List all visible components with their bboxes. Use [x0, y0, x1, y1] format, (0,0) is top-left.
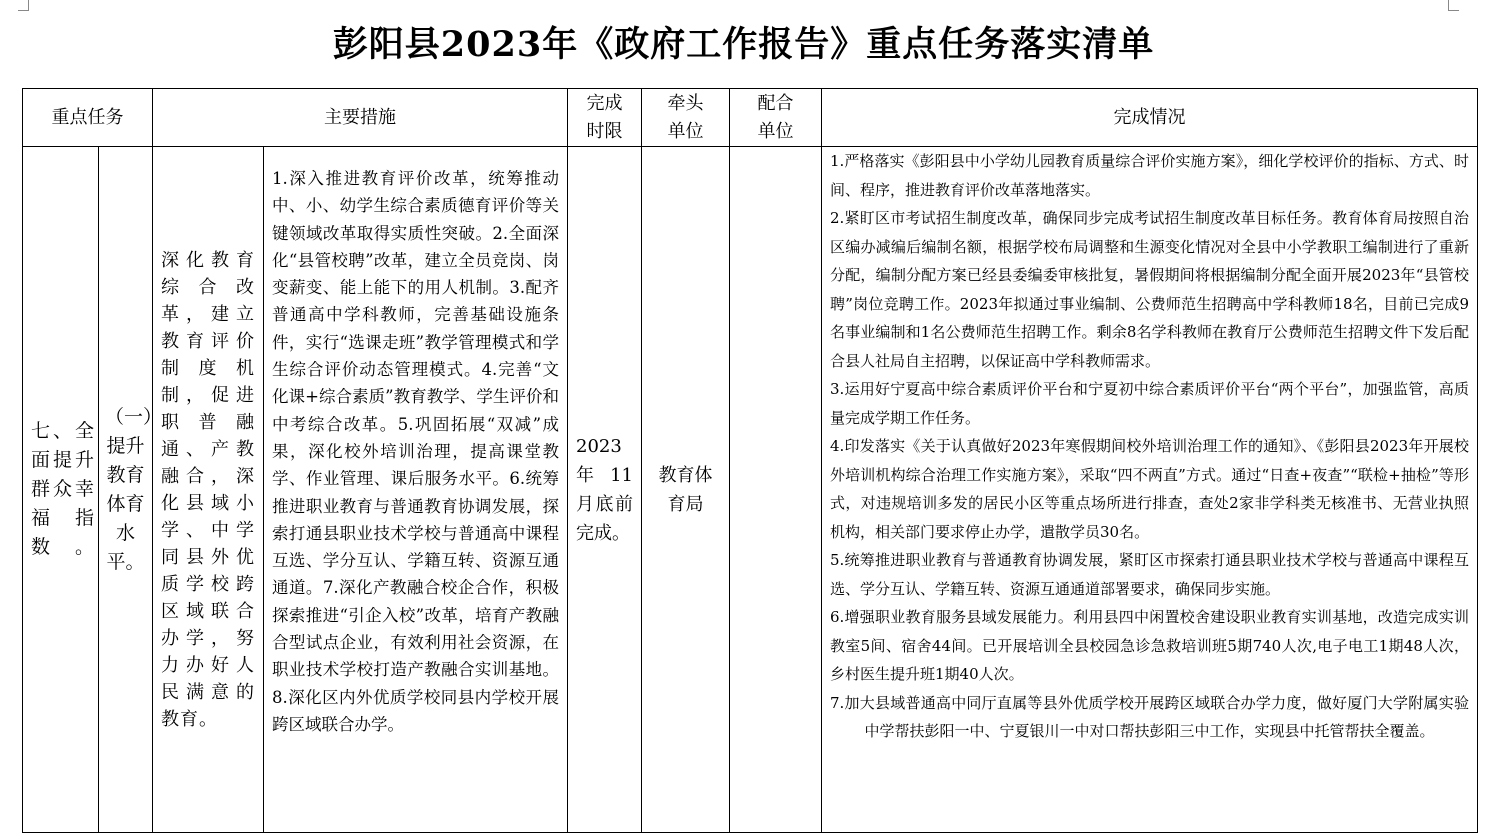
- document-title: 彭阳县2023年《政府工作报告》重点任务落实清单: [332, 24, 1155, 65]
- status-item: 6.增强职业教育服务县域发展能力。利用县四中闲置校舍建设职业教育实训基地，改造完成实训教室5间、宿舍44间。已开展培训全县校园急诊急救培训班5期740人次,电子电工1期48人次，乡村医生提升班1期40人次。: [830, 608, 1469, 683]
- status-item: 7.加大县域普通高中同厅直属等县外优质学校开展跨区域联合办学力度，做好厦门大学附属实验中学帮扶彭阳一中、宁夏银川一中对口帮扶彭阳三中工作，实现县中托管帮扶全覆盖。: [830, 693, 1469, 740]
- task-table: [22, 88, 1478, 833]
- status-item: 2.紧盯区市考试招生制度改革，确保同步完成考试招生制度改革目标任务。教育体育局按照自治区编办减编后编制名额，根据学校布局调整和生源变化情况对全县中小学教职工编制进行了重新分配，编制分配方案已经县委编委审核批复，暑假期间将根据编制分配全面开展2023年“县管校聘”岗位竞聘工作。2023年拟通过事业编制、公费师范生招聘高中学科教师18名，目前已完成9名事业编制和1名公费师范生招聘工作。剩余8名学科教师在教育厅公费师范生招聘文件下发后配合县人社局自主招聘，以保证高中学科教师需求。: [830, 209, 1469, 370]
- status-item: 5.统筹推进职业教育与普通教育协调发展，紧盯区市探索打通县职业技术学校与普通高中课程互选、学分互认、学籍互转、资源互通通道部署要求，确保同步实施。: [830, 551, 1469, 598]
- header-measures: 主要措施: [153, 89, 568, 147]
- page-corner-mark: [18, 0, 29, 11]
- header-status: 完成情况: [822, 89, 1478, 147]
- header-lead-unit: 牵头单位: [642, 89, 730, 147]
- status-item: 3.运用好宁夏高中综合素质评价平台和宁夏初中综合素质评价平台“两个平台”，加强监管，高质量完成学期工作任务。: [830, 380, 1469, 427]
- measures-cell: 1.深入推进教育评价改革，统筹推动中、小、幼学生综合素质德育评价等关键领域改革取得实质性突破。2.全面深化“县管校聘”改革，建立全员竞岗、岗变薪变、能上能下的用人机制。3.配齐普通高中学科教师，完善基础设施条件，实行“选课走班”教学管理模式和学生综合评价动态管理模式。4.完善“文化课+综合素质”教育教学、学生评价和中考综合改革。5.巩固拓展“双减”成果，深化校外培训治理，提高课堂教学、作业管理、课后服务水平。6.统筹推进职业教育与普通教育协调发展，探索打通县职业技术学校与普通高中课程互选、学分互认、学籍互转、资源互通通道。7.深化产教融合校企合作，积极探索推进“引企入校”改革，培育产教融合型试点企业，有效利用社会资源，在职业技术学校打造产教融合实训基地。8.深化区内外优质学校同县内学校开展跨区域联合办学。: [264, 147, 568, 833]
- lead-unit-cell: 教育体育局: [642, 147, 730, 833]
- coop-unit-cell: [730, 147, 822, 833]
- goal-cell: 深化教育综合改革，建立教育评价制度机制，促进职普融通、产教融合，深化县域小学、中学同县外优质学校跨区域联合办学，努力办好人民满意的教育。: [153, 147, 264, 833]
- table-row: [23, 147, 1478, 833]
- status-item: 4.印发落实《关于认真做好2023年寒假期间校外培训治理工作的通知》、《彭阳县2023年开展校外培训机构综合治理工作实施方案》，采取“四不两直”方式。通过“日查+夜查”“联检+抽检”等形式，对违规培训多发的居民小区等重点场所进行排查，查处2家非学科类无核准书、无营业执照机构，相关部门要求停止办学，遣散学员30名。: [830, 437, 1469, 541]
- table-header-row: [23, 89, 1478, 147]
- status-item: 1.严格落实《彭阳县中小学幼儿园教育质量综合评价实施方案》，细化学校评价的指标、方式、时间、程序，推进教育评价改革落地落实。: [830, 152, 1469, 199]
- header-deadline: 完成时限: [568, 89, 642, 147]
- status-cell: [822, 147, 1478, 833]
- task-cell: 七、全面提升群众幸福指数。: [23, 147, 99, 833]
- deadline-cell: 2023年11月底前完成。: [568, 147, 642, 833]
- page-corner-mark: [1448, 0, 1459, 11]
- subtask-cell: （一）提升教育体育水平。: [99, 147, 153, 833]
- header-coop-unit: 配合单位: [730, 89, 822, 147]
- header-task: 重点任务: [23, 89, 153, 147]
